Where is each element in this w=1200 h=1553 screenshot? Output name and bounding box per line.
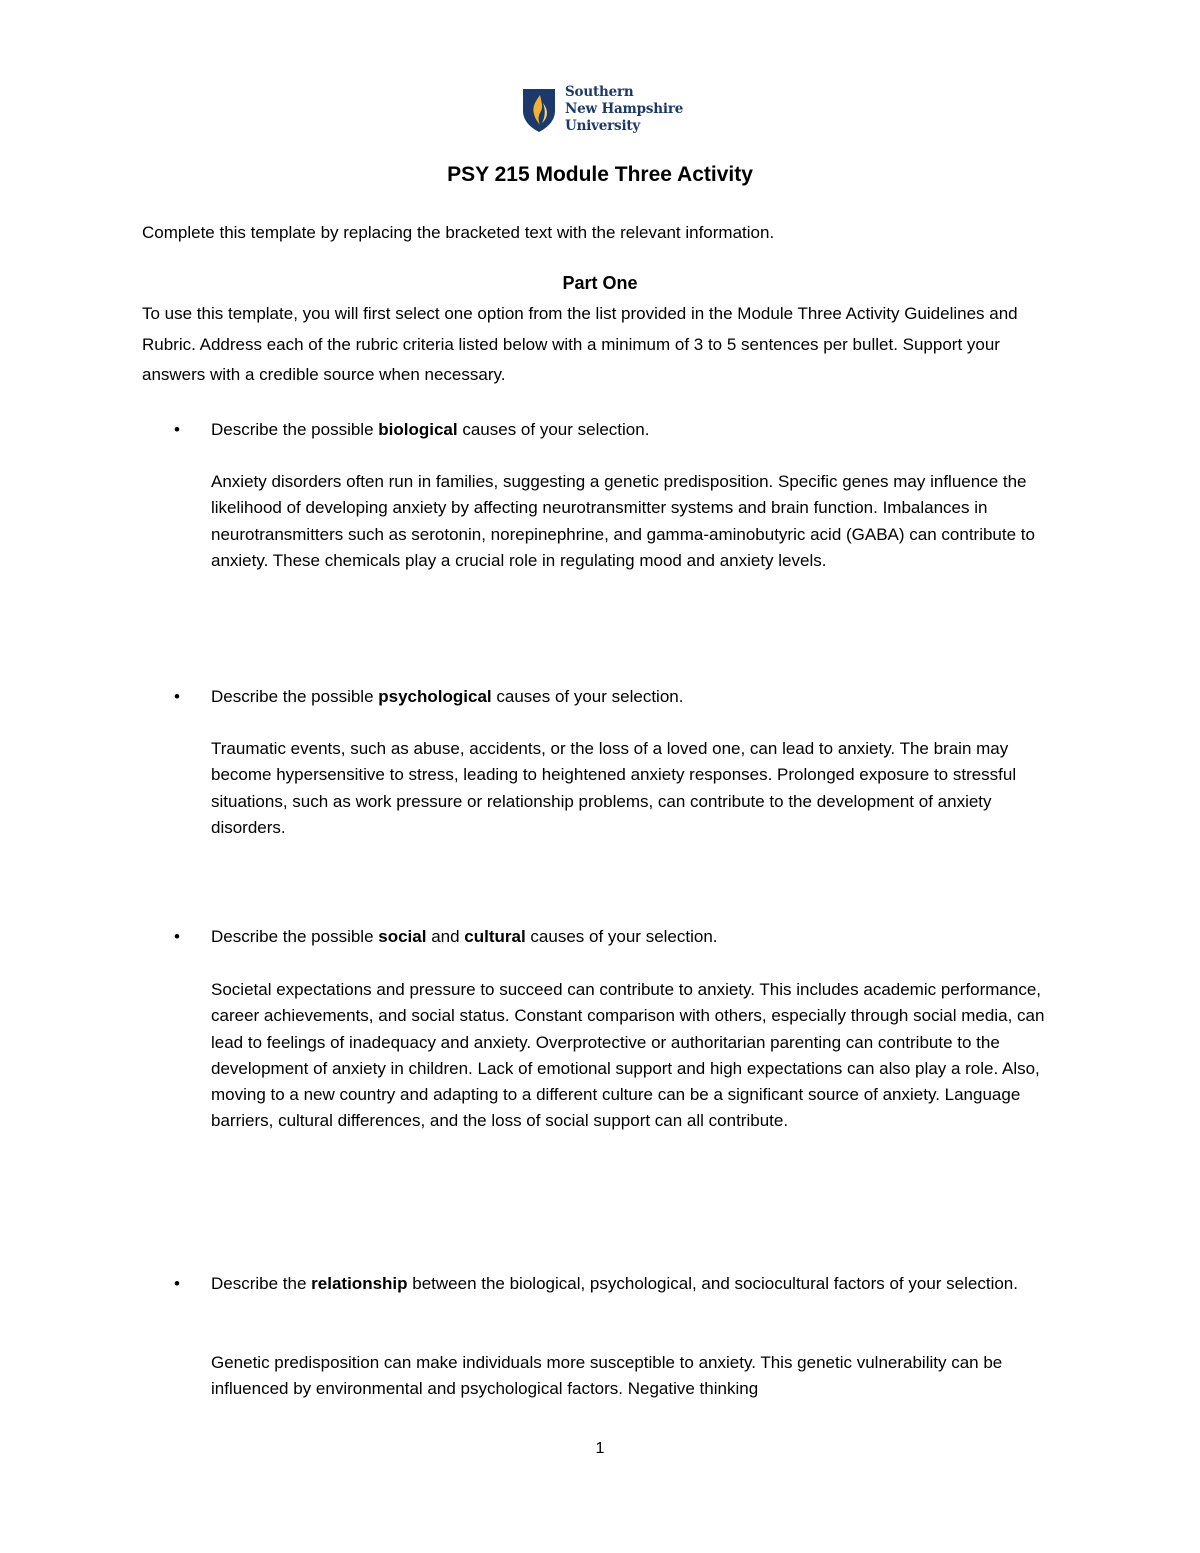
prompt-emphasis: psychological (378, 687, 492, 706)
logo-line-1: Southern (565, 84, 634, 100)
part-one-heading: Part One (562, 273, 638, 293)
flame-shield-icon (521, 87, 557, 133)
university-logo (521, 84, 683, 135)
prompt-text: causes of your selection. (457, 420, 650, 439)
prompt-emphasis: social (378, 927, 427, 946)
answer-relationship: Genetic predisposition can make individuals more susceptible to anxiety. This genetic vulnerability can be influenced by environmental and psychological factors. Negative thinking (211, 1353, 1003, 1399)
logo-wordmark (565, 84, 683, 135)
logo-line-2: New Hampshire (565, 101, 684, 117)
answer-psychological: Traumatic events, such as abuse, accidents, or the loss of a loved one, can lead to anxiety. The brain may become hypersensitive to stress, leading to heightened anxiety responses. Prolonged exposure to stressful situations, such as work pressure or relationship problems, can contribute to the development of anxiety disorders. (211, 739, 1017, 837)
prompt-text: and (426, 927, 465, 946)
bullet-marker: • (174, 927, 180, 946)
bullet-marker: • (174, 687, 180, 706)
bullet-prompt (211, 684, 1061, 710)
bullet-prompt (211, 417, 1061, 443)
intro-text: Complete this template by replacing the bracketed text with the relevant information. (142, 223, 775, 242)
page-number: 1 (595, 1440, 605, 1457)
prompt-emphasis: biological (378, 420, 458, 439)
prompt-text: Describe the possible (211, 687, 379, 706)
instructions-paragraph: To use this template, you will first select one option from the list provided in the Module Three Activity Guidelines and Rubric. Address each of the rubric criteria listed below with a minimum of 3 to 5 sentences per bullet. Support your answers with a credible source when necessary. (142, 304, 1018, 384)
prompt-emphasis: relationship (311, 1274, 408, 1293)
prompt-text: causes of your selection. (525, 927, 718, 946)
bullet-marker: • (174, 420, 180, 439)
prompt-text: Describe the (211, 1274, 312, 1293)
document-title: PSY 215 Module Three Activity (447, 163, 753, 186)
prompt-text: causes of your selection. (491, 687, 684, 706)
prompt-text: Describe the possible (211, 420, 379, 439)
bullet-marker: • (174, 1274, 180, 1293)
answer-biological: Anxiety disorders often run in families, suggesting a genetic predisposition. Specific genes may influence the likelihood of developing anxiety by affecting neurotransmitter systems and brain function. Imbalances in neurotransmitters such as serotonin, norepinephrine, and gamma-aminobutyric acid (GABA) can contribute to anxiety. These chemicals play a crucial role in regulating mood and anxiety levels. (211, 472, 1035, 570)
bullet-prompt (211, 924, 1061, 950)
logo-line-3: University (565, 118, 641, 134)
prompt-emphasis: cultural (464, 927, 526, 946)
prompt-text: between the biological, psychological, and sociocultural factors of your selection. (407, 1274, 1018, 1293)
bullet-prompt (211, 1271, 1061, 1297)
prompt-text: Describe the possible (211, 927, 379, 946)
answer-social-cultural: Societal expectations and pressure to succeed can contribute to anxiety. This includes academic performance, career achievements, and social status. Constant comparison with others, especially through social media, can lead to feelings of inadequacy and anxiety. Overprotective or authoritarian parenting can contribute to the development of anxiety in children. Lack of emotional support and high expectations can also play a role. Also, moving to a new country and adapting to a different culture can be a significant source of anxiety. Language barriers, cultural differences, and the loss of social support can all contribute. (211, 980, 1045, 1131)
